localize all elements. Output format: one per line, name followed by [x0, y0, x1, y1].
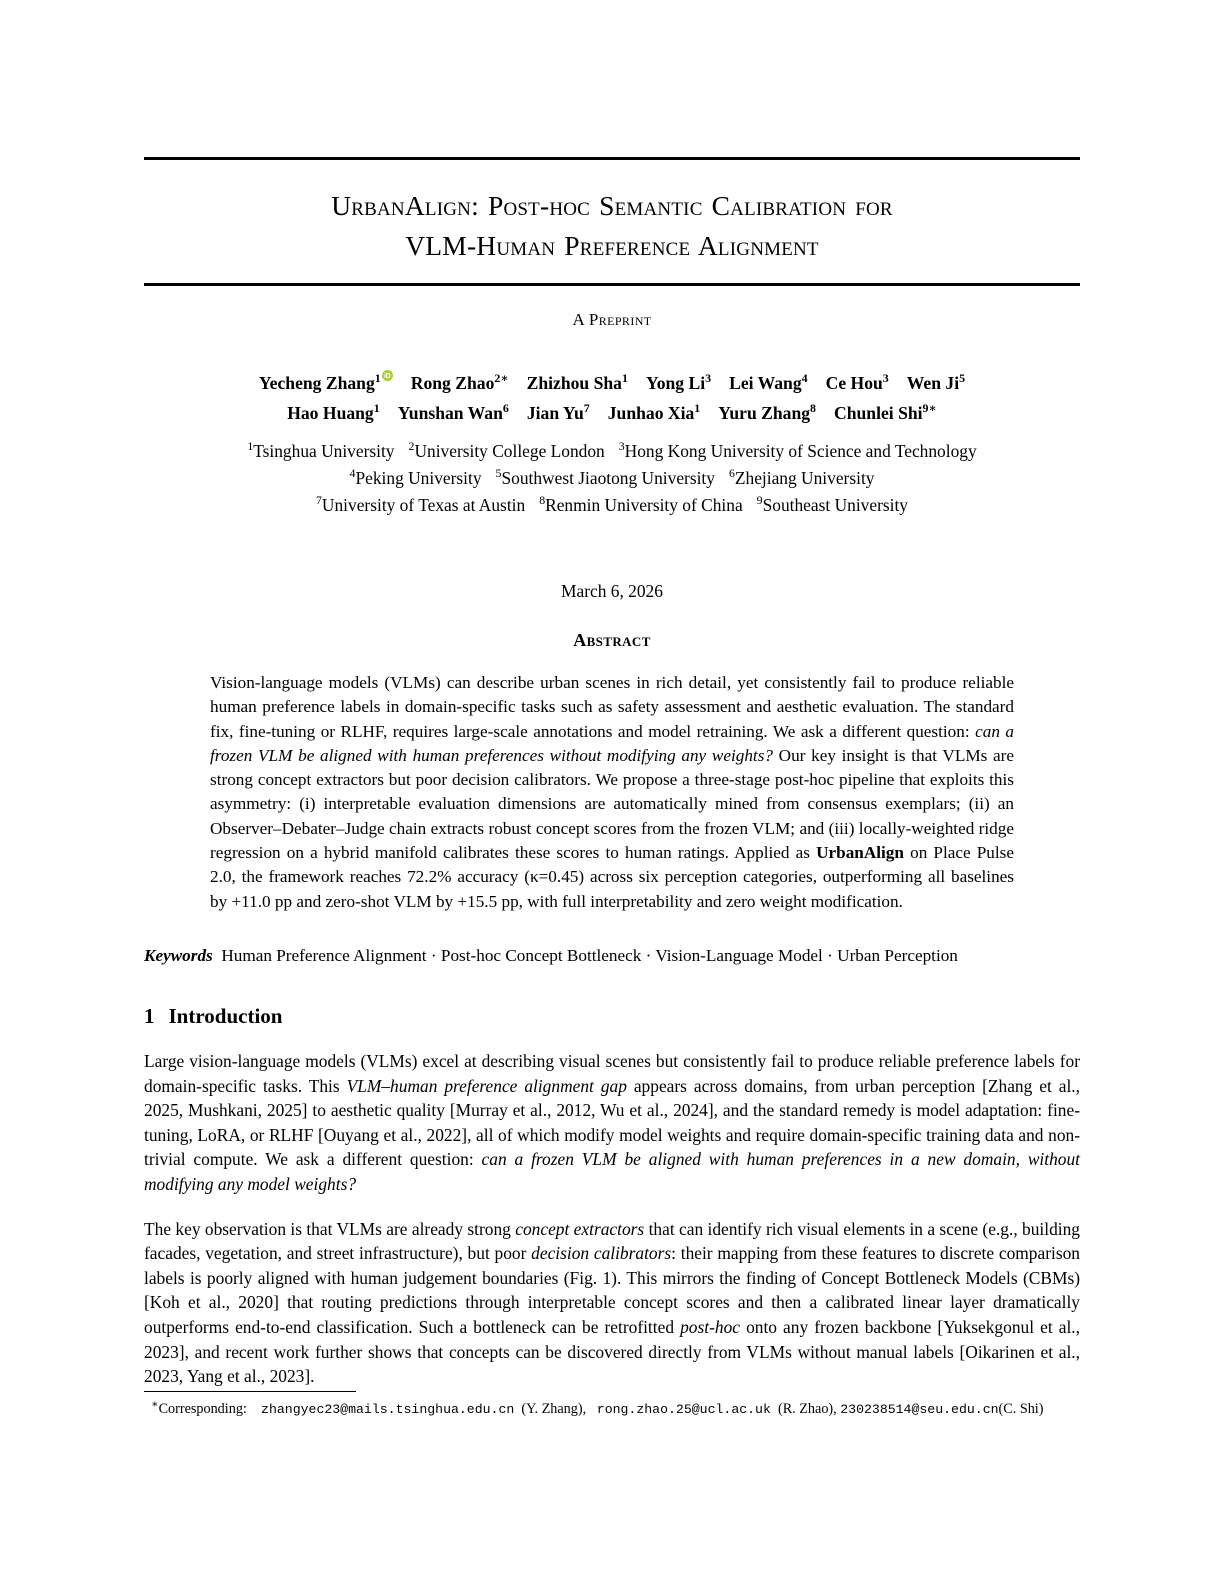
affiliation-entry [539, 495, 742, 515]
intro-p1-italic-2: can a frozen VLM be aligned with human preferences in a new domain, without modifying any model weights? [144, 1149, 1080, 1194]
intro-p1-italic-1: VLM–human preference alignment gap [346, 1075, 627, 1096]
author-affil-marker: 1 [373, 401, 380, 416]
intro-paragraph-1 [144, 1049, 1080, 1197]
author-affil-marker: 3 [882, 371, 889, 386]
author-entry [907, 373, 965, 393]
footnote-attrib-1: (Y. Zhang), [521, 1401, 587, 1417]
footnote-email-3[interactable]: 230238514@seu.edu.cn [840, 1402, 999, 1417]
author-name: Chunlei Shi [834, 403, 923, 423]
orcid-icon[interactable] [382, 370, 393, 381]
footnote-email-2[interactable]: rong.zhao.25@ucl.ac.uk [596, 1402, 771, 1417]
author-name: Junhao Xia [607, 403, 695, 423]
affiliation-name: Southwest Jiaotong University [501, 468, 715, 488]
keywords [144, 944, 1080, 968]
abstract-text-3: on Place Pulse 2.0, the framework reaches 72.2% accuracy (κ=0.45) across six perception categories, outperforming all baselines by +11.0 pp and zero-shot VLM by +15.5 pp, with full interpretability and zero weight modification. [210, 843, 1014, 911]
author-affil-marker: 2∗ [494, 371, 509, 386]
footnote-star-marker: ∗ [151, 1398, 159, 1411]
affiliation-entry [316, 495, 525, 515]
preprint-tag: A Preprint [572, 310, 652, 329]
author-name: Hao Huang [287, 403, 374, 423]
affiliation-name: Peking University [355, 468, 482, 488]
affiliation-name: University College London [414, 441, 605, 461]
page-title [144, 186, 1080, 266]
affiliation-entry [409, 441, 605, 461]
author-name: Jian Yu [526, 403, 584, 423]
author-name: Zhizhou Sha [526, 373, 622, 393]
abstract-heading: Abstract [573, 630, 651, 650]
author-line-1 [144, 368, 1080, 398]
author-affil-marker: 1 [694, 401, 701, 416]
intro-p2-text-2: that can identify rich visual elements in a scene (e.g., building facades, vegetation, and street infrastructure), but poor [144, 1218, 1081, 1264]
affiliation-marker: 7 [316, 493, 322, 508]
affiliation-line-1 [144, 438, 1080, 465]
affiliation-marker: 9 [756, 493, 763, 508]
abstract-body [210, 671, 1014, 914]
author-affil-marker: 5 [959, 371, 966, 386]
section-title: Introduction [168, 1003, 283, 1028]
keywords-items: Human Preference Alignment · Post-hoc Concept Bottleneck · Vision-Language Model · Urban Perception [221, 945, 958, 965]
affiliation-marker: 1 [247, 439, 254, 454]
abstract-text-2: Our key insight is that VLMs are strong concept extractors but poor decision calibrators. We propose a three-stage post-hoc pipeline that exploits this asymmetry: (i) interpretable evaluation dimensions are automatically mined from consensus exemplars; (ii) an Observer–Debater–Judge chain extracts robust concept scores from the frozen VLM; and (iii) locally-weighted ridge regression on a hybrid manifold calibrates these scores to human ratings. Applied as [210, 745, 1014, 863]
section-number: 1 [144, 1003, 155, 1028]
affiliation-marker: 8 [539, 493, 546, 508]
intro-p2-italic-1: concept extractors [515, 1218, 645, 1239]
author-entry [718, 403, 816, 423]
author-entry [646, 373, 711, 393]
publication-date: March 6, 2026 [561, 581, 663, 601]
intro-p2-text-1: The key observation is that VLMs are already strong [144, 1218, 516, 1239]
author-entry [287, 403, 380, 423]
author-list [144, 368, 1080, 428]
affiliation-entry [247, 441, 394, 461]
footnote-attrib-3: (C. Shi) [998, 1401, 1044, 1417]
author-name: Yuru Zhang [718, 403, 811, 423]
author-name: Yecheng Zhang [258, 373, 375, 393]
author-line-2 [144, 398, 1080, 428]
affiliation-name: Hong Kong University of Science and Technology [624, 441, 977, 461]
affiliation-line-2 [144, 465, 1080, 492]
affiliation-list [144, 438, 1080, 519]
paper-page [144, 0, 1080, 1584]
affiliation-marker: 5 [495, 466, 502, 481]
abstract-italic-1: can a frozen VLM be aligned with human preferences without modifying any weights? [210, 721, 1014, 765]
author-name: Lei Wang [729, 373, 802, 393]
author-entry [834, 403, 937, 423]
author-name: Rong Zhao [410, 373, 495, 393]
footnote-email-1[interactable]: zhangyec23@mails.tsinghua.edu.cn [261, 1402, 515, 1417]
author-entry [259, 373, 393, 393]
title-rule-bottom [144, 283, 1080, 286]
footnote-area [144, 1391, 1080, 1420]
keywords-label: Keywords [144, 945, 213, 965]
author-entry [398, 403, 509, 423]
author-entry [826, 373, 889, 393]
title-line-2: VLM-Human Preference Alignment [405, 230, 819, 261]
orcid-icon-label: iD [383, 371, 391, 381]
affiliation-line-3 [144, 492, 1080, 519]
affiliation-entry [757, 495, 908, 515]
intro-p2-italic-3: post-hoc [680, 1316, 740, 1337]
author-name: Yong Li [645, 373, 706, 393]
abstract-bold-1: UrbanAlign [816, 843, 904, 863]
affiliation-name: University of Texas at Austin [321, 495, 526, 515]
affiliation-name: Southeast University [762, 495, 908, 515]
intro-paragraph-2 [144, 1217, 1080, 1389]
section-heading-introduction [144, 1004, 1080, 1029]
affiliation-name: Renmin University of China [545, 495, 743, 515]
intro-p1-text-2: appears across domains, from urban perception [Zhang et al., 2025, Mushkani, 2025] to aesthetic quality [Murray et al., 2012, Wu et al., 2024], and the standard remedy is model adaptation: fine-tuning, LoRA, or RLHF [Ouyang et al., 2022], all of which modify model weights and require domain-specific training data and non-trivial compute. We ask a different question: [144, 1075, 1080, 1170]
footnote-rule [144, 1391, 356, 1392]
author-affil-marker: 7 [583, 401, 590, 416]
intro-p2-text-4: onto any frozen backbone [Yuksekgonul et al., 2023], and recent work further shows that concepts can be discovered directly from VLMs without manual labels [Oikarinen et al., 2023, Yang et al., 2023]. [144, 1316, 1080, 1387]
author-entry [729, 373, 808, 393]
author-entry [527, 403, 590, 423]
affiliation-entry [729, 468, 875, 488]
title-line-1: UrbanAlign: Post-hoc Semantic Calibration for [331, 190, 893, 221]
author-affil-marker: 6 [502, 401, 509, 416]
author-affil-marker: 4 [801, 371, 808, 386]
author-affil-marker: 1 [621, 371, 628, 386]
author-affil-marker: 3 [705, 371, 712, 386]
footnote-corresponding [144, 1399, 1080, 1420]
affiliation-marker: 4 [349, 466, 356, 481]
author-name: Yunshan Wan [397, 403, 503, 423]
intro-p2-text-3: : their mapping from these features to discrete comparison labels is poorly aligned with human judgement boundaries (Fig. 1). This mirrors the finding of Concept Bottleneck Models (CBMs) [Koh et al., 2020] that routing predictions through interpretable concept scores and then a calibrated linear layer dramatically outperforms end-to-end classification. Such a bottleneck can be retrofitted [144, 1243, 1080, 1337]
author-entry [527, 373, 628, 393]
affiliation-entry [350, 468, 482, 488]
author-entry [411, 373, 509, 393]
affiliation-name: Tsinghua University [253, 441, 395, 461]
intro-p2-italic-2: decision calibrators [531, 1243, 672, 1264]
author-affil-marker: 9∗ [922, 401, 937, 416]
intro-p1-text-1: Large vision-language models (VLMs) excel at describing visual scenes but consistently fail to produce reliable preference labels for domain-specific tasks. This [144, 1050, 1080, 1096]
affiliation-marker: 3 [618, 439, 625, 454]
footnote-label: Corresponding: [158, 1401, 247, 1417]
abstract-text-1: Vision-language models (VLMs) can describe urban scenes in rich detail, yet consistently fail to produce reliable human preference labels in domain-specific tasks such as safety assessment and aesthetic evaluation. The standard fix, fine-tuning or RLHF, requires large-scale annotations and model retraining. We ask a different question: [210, 673, 1014, 741]
author-name: Wen Ji [906, 373, 960, 393]
title-rule-top [144, 157, 1080, 160]
affiliation-marker: 2 [408, 439, 415, 454]
affiliation-entry [496, 468, 715, 488]
author-affil-marker: 8 [810, 401, 817, 416]
author-affil-marker: 1 [374, 371, 381, 386]
author-name: Ce Hou [825, 373, 883, 393]
affiliation-marker: 6 [728, 466, 735, 481]
affiliation-entry [619, 441, 977, 461]
author-entry [608, 403, 701, 423]
affiliation-name: Zhejiang University [734, 468, 875, 488]
footnote-attrib-2: (R. Zhao), [777, 1401, 837, 1417]
